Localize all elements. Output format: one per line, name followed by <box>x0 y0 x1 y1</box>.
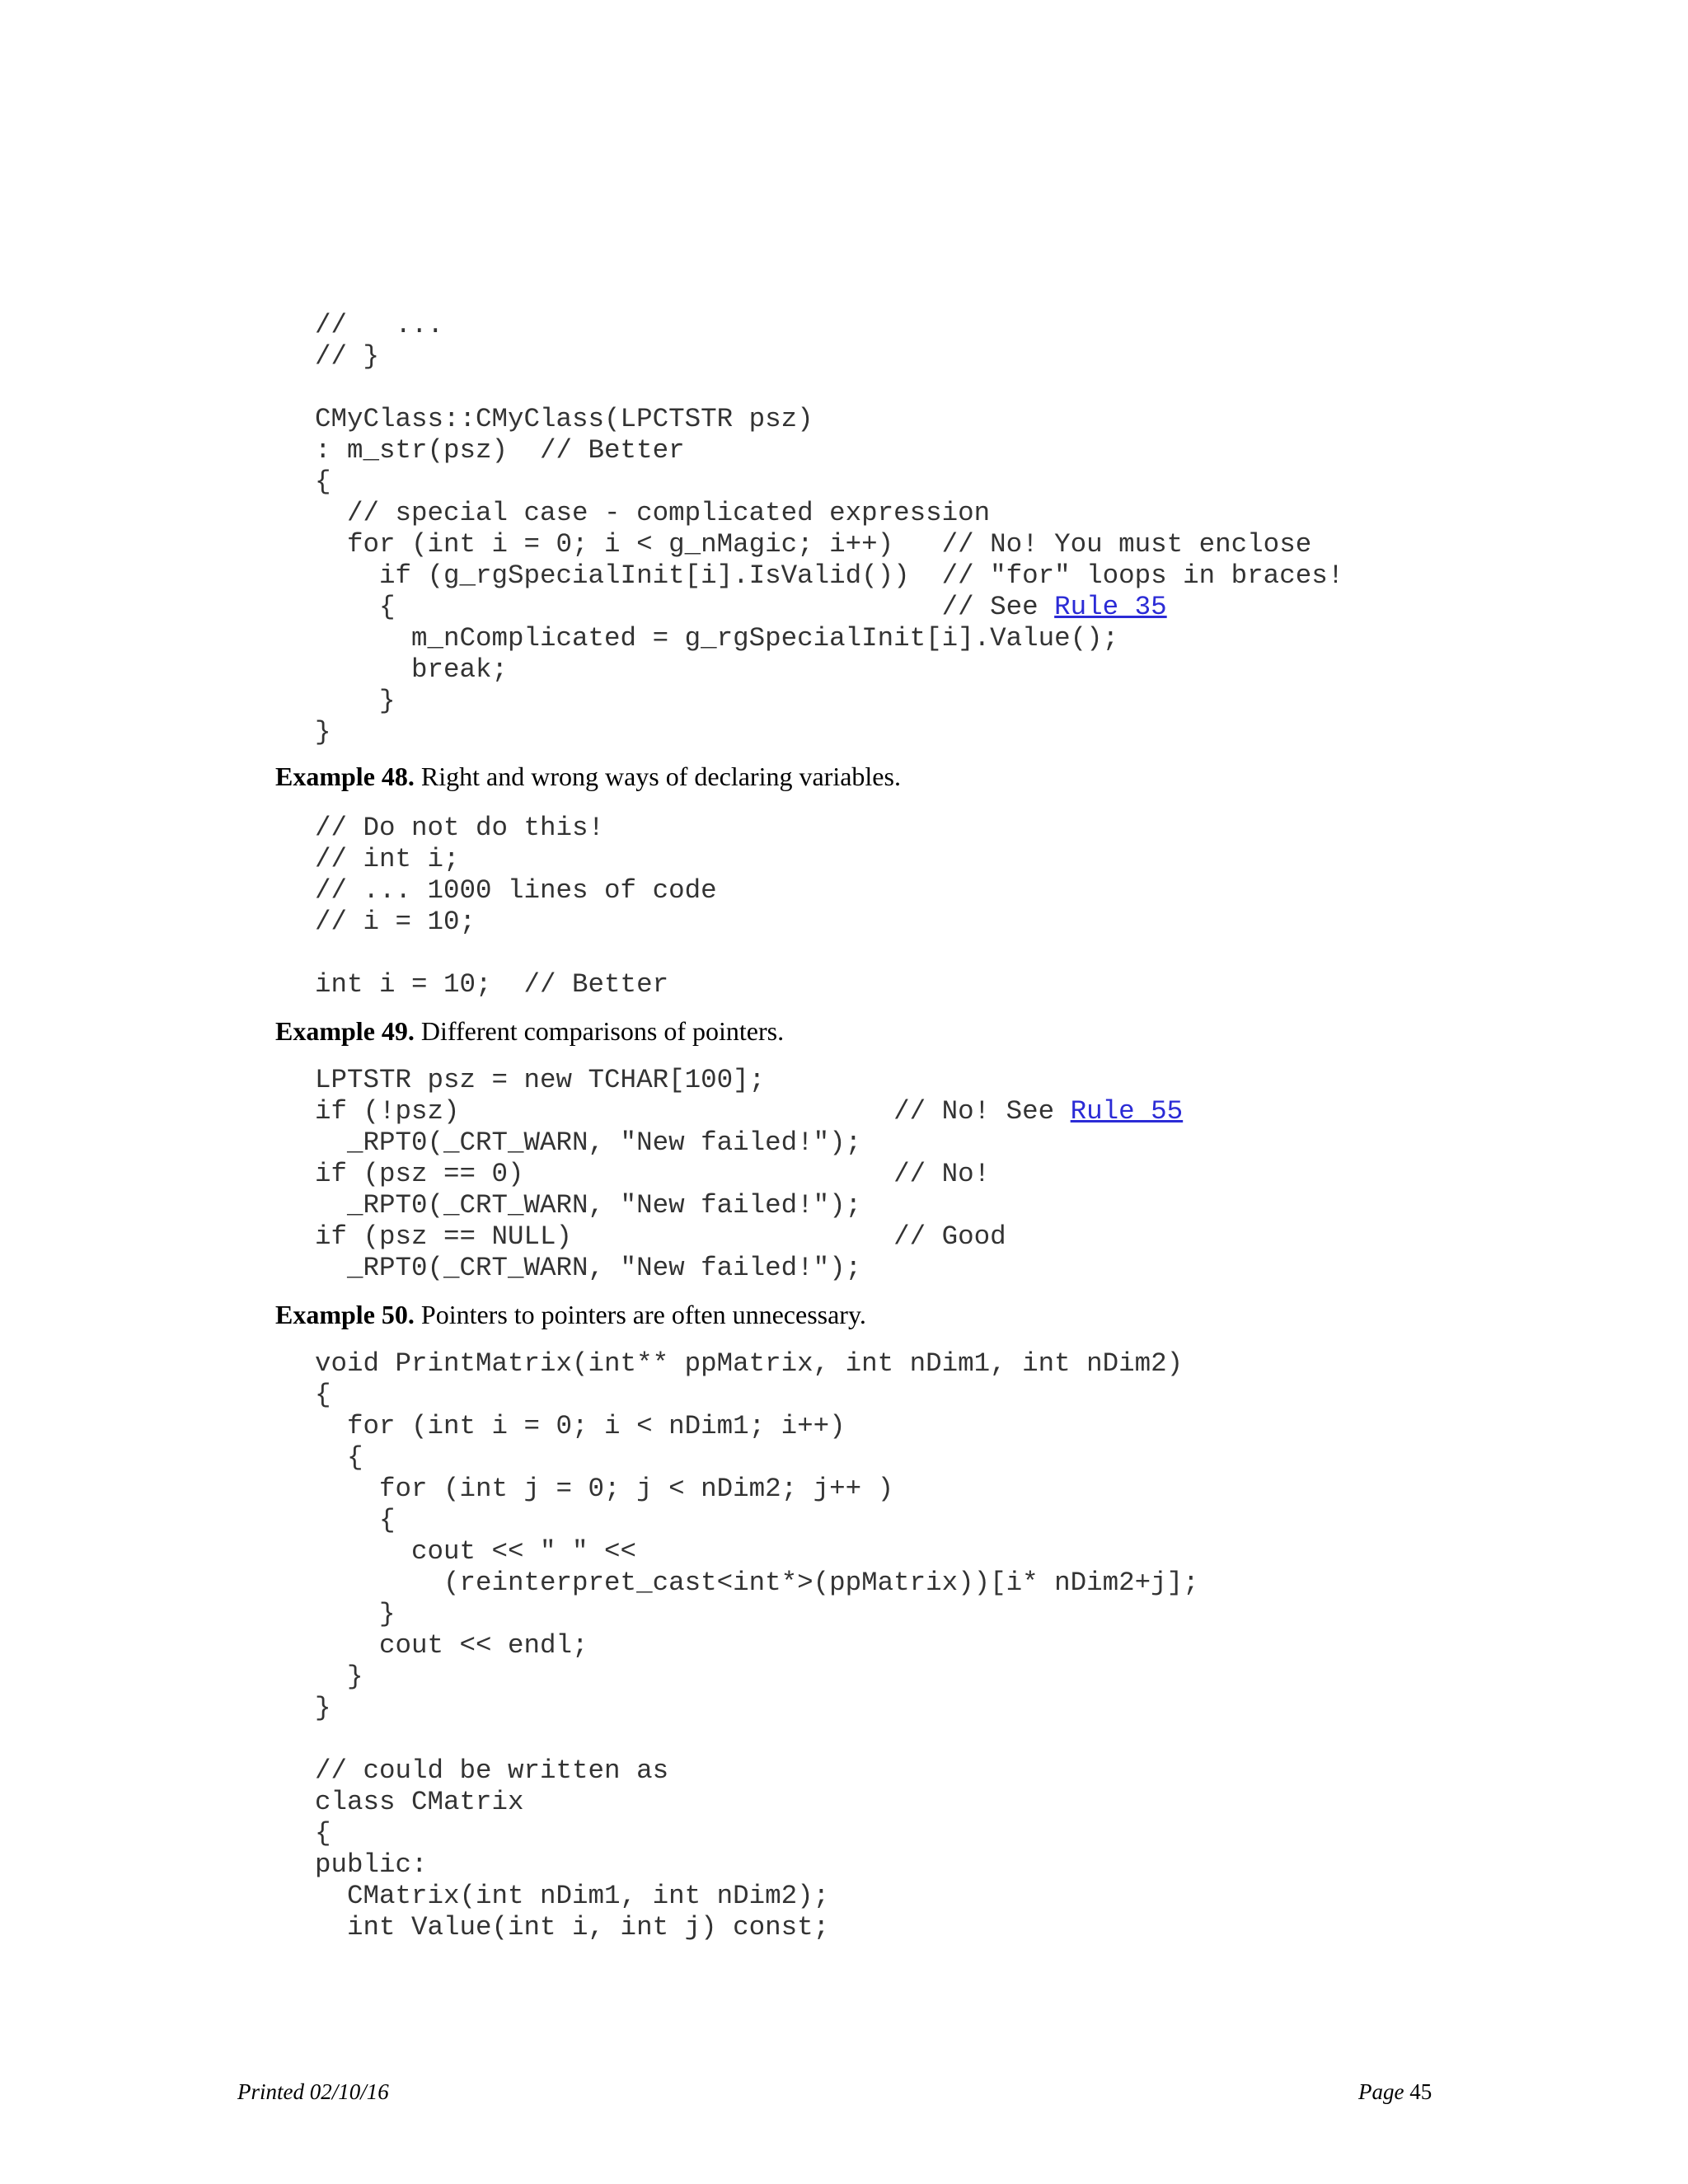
code-line-text: _RPT0(_CRT_WARN, "New failed!"); <box>315 1253 862 1283</box>
code-line-text: : m_str(psz) // Better <box>315 435 685 466</box>
rule-link[interactable]: Rule 55 <box>1070 1096 1184 1127</box>
code-block-example-50 <box>315 1348 1199 1943</box>
caption-example-50 <box>275 1299 866 1330</box>
code-line-text: if (psz == NULL) // Good <box>315 1221 1006 1252</box>
code-line <box>315 1661 1199 1693</box>
code-line <box>315 1599 1199 1630</box>
code-line <box>315 529 1343 560</box>
code-line <box>315 1127 1183 1159</box>
code-line <box>315 969 717 1001</box>
code-line <box>315 1536 1199 1568</box>
code-line <box>315 1505 1199 1536</box>
code-line-text: int Value(int i, int j) const; <box>315 1912 830 1943</box>
caption-label: Example 49. <box>275 1016 415 1046</box>
code-block-example-49 <box>315 1065 1183 1284</box>
code-line <box>315 1630 1199 1661</box>
code-line <box>315 435 1343 466</box>
code-line <box>315 1755 1199 1787</box>
footer-page-number <box>1358 2079 1432 2105</box>
code-line <box>315 1818 1199 1849</box>
code-line <box>315 623 1343 654</box>
code-line-text: // special case - complicated expression <box>315 498 991 528</box>
code-line-text: LPTSTR psz = new TCHAR[100]; <box>315 1065 766 1095</box>
code-line <box>315 310 1343 341</box>
code-line-text: cout << " " << <box>315 1536 637 1567</box>
code-line-text: break; <box>315 654 509 685</box>
caption-example-48 <box>275 761 901 792</box>
code-line <box>315 1849 1199 1881</box>
code-block-example-48 <box>315 813 717 1001</box>
code-line-text: for (int j = 0; j < nDim2; j++ ) <box>315 1474 894 1504</box>
code-line-text: // } <box>315 341 380 372</box>
code-line-text: if (g_rgSpecialInit[i].IsValid()) // "for" loops in braces! <box>315 560 1344 591</box>
code-line <box>315 404 1343 435</box>
code-line <box>315 498 1343 529</box>
code-line-text: // int i; <box>315 844 460 874</box>
code-line-text: } <box>315 717 331 748</box>
caption-text: Pointers to pointers are often unnecessary. <box>414 1300 866 1329</box>
code-line <box>315 1159 1183 1190</box>
code-line-text: // could be written as <box>315 1755 669 1786</box>
code-line-text: _RPT0(_CRT_WARN, "New failed!"); <box>315 1127 862 1158</box>
code-line-text: _RPT0(_CRT_WARN, "New failed!"); <box>315 1190 862 1221</box>
rule-link[interactable]: Rule 35 <box>1054 592 1167 622</box>
code-line-text: // ... <box>315 310 444 340</box>
code-line <box>315 1411 1199 1442</box>
code-line <box>315 654 1343 686</box>
code-line <box>315 1253 1183 1284</box>
page-number: 45 <box>1409 2079 1432 2104</box>
code-line-text: CMatrix(int nDim1, int nDim2); <box>315 1881 830 1911</box>
code-line-text: { // See <box>315 592 1055 622</box>
code-line <box>315 1442 1199 1474</box>
code-line-text: public: <box>315 1849 428 1880</box>
code-line <box>315 717 1343 748</box>
code-line-text: CMyClass::CMyClass(LPCTSTR psz) <box>315 404 814 434</box>
code-line-text: void PrintMatrix(int** ppMatrix, int nDim1, int nDim2) <box>315 1348 1184 1379</box>
code-line-text: // i = 10; <box>315 907 476 937</box>
code-line <box>315 1190 1183 1221</box>
footer-printed-date: Printed 02/10/16 <box>237 2079 389 2104</box>
code-line <box>315 341 1343 373</box>
code-line <box>315 466 1343 498</box>
code-line-text: (reinterpret_cast<int*>(ppMatrix))[i* nDim2+j]; <box>315 1568 1199 1598</box>
page-label: Page <box>1358 2079 1404 2104</box>
code-line <box>315 1568 1199 1599</box>
code-line <box>315 1881 1199 1912</box>
code-line <box>315 1065 1183 1096</box>
code-line <box>315 1096 1183 1127</box>
code-line-text: for (int i = 0; i < g_nMagic; i++) // No! You must enclose <box>315 529 1312 560</box>
code-line <box>315 1912 1199 1943</box>
code-line-text: } <box>315 686 396 716</box>
code-line-text: if (!psz) // No! See <box>315 1096 1071 1127</box>
code-line <box>315 1693 1199 1724</box>
code-line <box>315 560 1343 592</box>
code-line-text: { <box>315 1505 396 1535</box>
code-line-text: int i = 10; // Better <box>315 969 669 1000</box>
code-line-text: m_nComplicated = g_rgSpecialInit[i].Value(); <box>315 623 1119 654</box>
code-line <box>315 1724 1199 1755</box>
code-line-text: for (int i = 0; i < nDim1; i++) <box>315 1411 846 1441</box>
caption-text: Different comparisons of pointers. <box>414 1016 785 1046</box>
code-line <box>315 373 1343 404</box>
code-line-text: } <box>315 1661 363 1692</box>
code-line <box>315 1221 1183 1253</box>
code-line-text: if (psz == 0) // No! <box>315 1159 991 1189</box>
caption-example-49 <box>275 1015 784 1047</box>
code-line-text: } <box>315 1693 331 1723</box>
code-line-text: } <box>315 1599 396 1629</box>
caption-text: Right and wrong ways of declaring variables. <box>414 762 901 791</box>
code-line-text: // ... 1000 lines of code <box>315 875 717 906</box>
code-block-example-48-continued <box>315 310 1343 748</box>
code-line-text: cout << endl; <box>315 1630 588 1661</box>
code-line-text: // Do not do this! <box>315 813 605 843</box>
code-line <box>315 1380 1199 1411</box>
code-line <box>315 938 717 969</box>
code-line <box>315 844 717 875</box>
code-line <box>315 592 1343 623</box>
code-line-text: { <box>315 1818 331 1849</box>
code-line <box>315 813 717 844</box>
code-line-text: { <box>315 466 331 497</box>
code-line <box>315 686 1343 717</box>
code-line <box>315 1787 1199 1818</box>
code-line <box>315 875 717 907</box>
code-line <box>315 1348 1199 1380</box>
code-line <box>315 1474 1199 1505</box>
code-line-text: { <box>315 1442 363 1473</box>
code-line-text: class CMatrix <box>315 1787 524 1817</box>
code-line <box>315 907 717 938</box>
code-line-text: { <box>315 1380 331 1410</box>
caption-label: Example 50. <box>275 1300 415 1329</box>
caption-label: Example 48. <box>275 762 415 791</box>
